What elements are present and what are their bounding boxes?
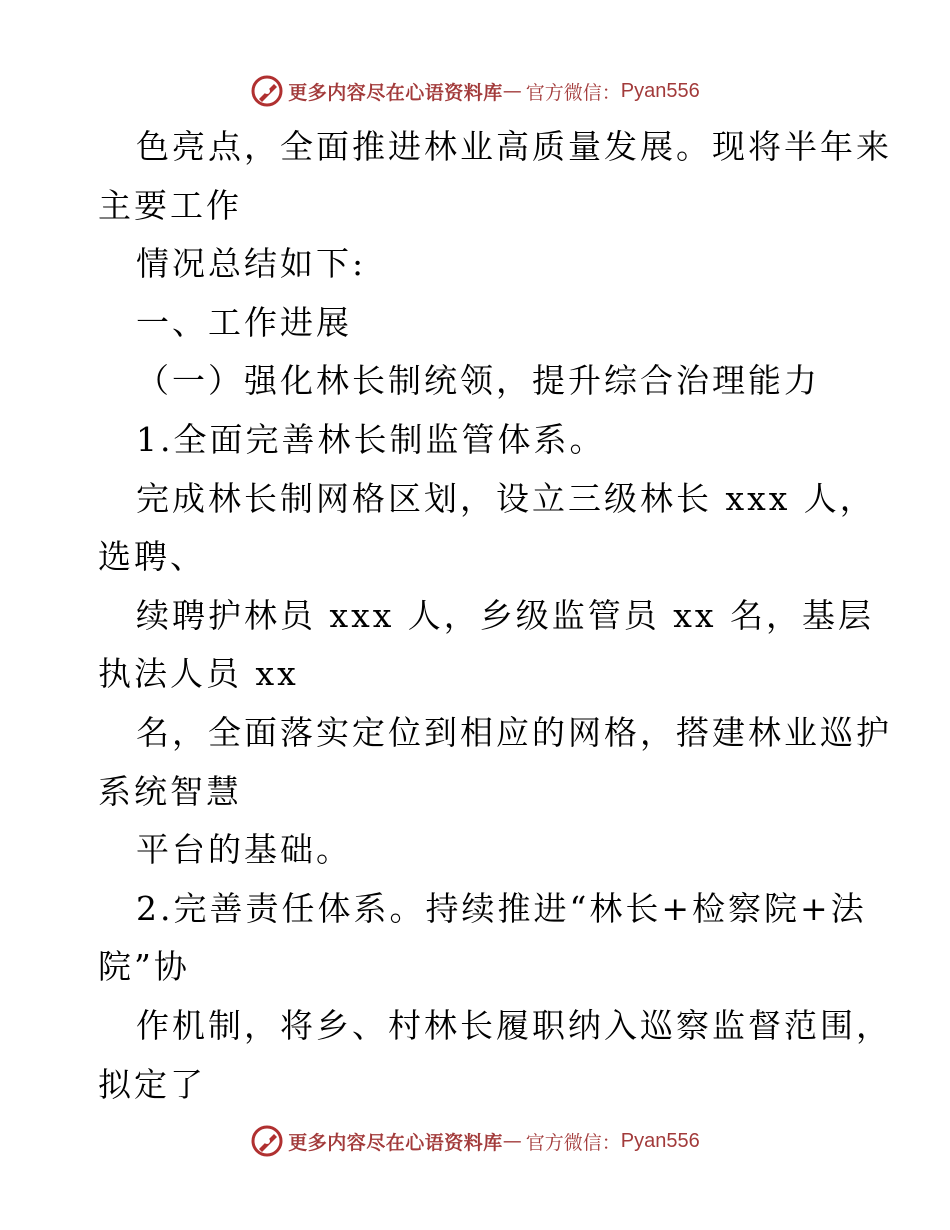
- header-wechat-label: 官方微信：: [525, 81, 621, 104]
- paragraph-line: 色亮点，全面推进林业高质量发展。现将半年来: [136, 127, 892, 166]
- footer-wechat-id: Pyan556: [620, 1129, 700, 1152]
- header-wechat-id: Pyan556: [620, 79, 700, 102]
- page-footer: [0, 1124, 950, 1158]
- paragraph-line: 完成林长制网格区划，设立三级林长 xxx 人，: [136, 478, 876, 518]
- paragraph-line: 情况总结如下:: [136, 244, 367, 284]
- item-heading: 1.全面完善林长制监管体系。: [136, 419, 606, 459]
- item-heading: 2.完善责任体系。持续推进“林长+检察院+法: [136, 888, 867, 928]
- paragraph-line: 选聘、: [98, 537, 206, 577]
- subsection-heading: （一）强化林长制统领，提升综合治理能力: [136, 361, 820, 401]
- paragraph-line: 院”协: [98, 947, 190, 987]
- footer-dash: —: [502, 1130, 522, 1152]
- paragraph-line: 续聘护林员 xxx 人，乡级监管员 xx 名，基层: [136, 595, 875, 635]
- footer-wechat-label: 官方微信：: [525, 1131, 621, 1154]
- section-heading: 一、工作进展: [136, 302, 352, 342]
- pen-logo-icon: [250, 1124, 284, 1158]
- paragraph-line: 拟定了: [98, 1064, 206, 1104]
- paragraph-line: 系统智慧: [98, 771, 242, 811]
- paragraph-line: 平台的基础。: [136, 830, 352, 870]
- paragraph-line: 名，全面落实定位到相应的网格，搭建林业巡护: [136, 712, 892, 752]
- header-brand: 更多内容尽在心语资料库: [288, 81, 503, 104]
- paragraph-line: 主要工作: [98, 185, 242, 225]
- header-dash: —: [502, 80, 522, 102]
- page-header: [0, 74, 950, 108]
- document-body: [98, 118, 892, 1114]
- pen-logo-icon: [250, 74, 284, 108]
- paragraph-line: 作机制，将乡、村林长履职纳入巡察监督范围，: [136, 1005, 892, 1045]
- paragraph-line: 执法人员 xx: [98, 654, 299, 694]
- footer-brand: 更多内容尽在心语资料库: [288, 1131, 503, 1154]
